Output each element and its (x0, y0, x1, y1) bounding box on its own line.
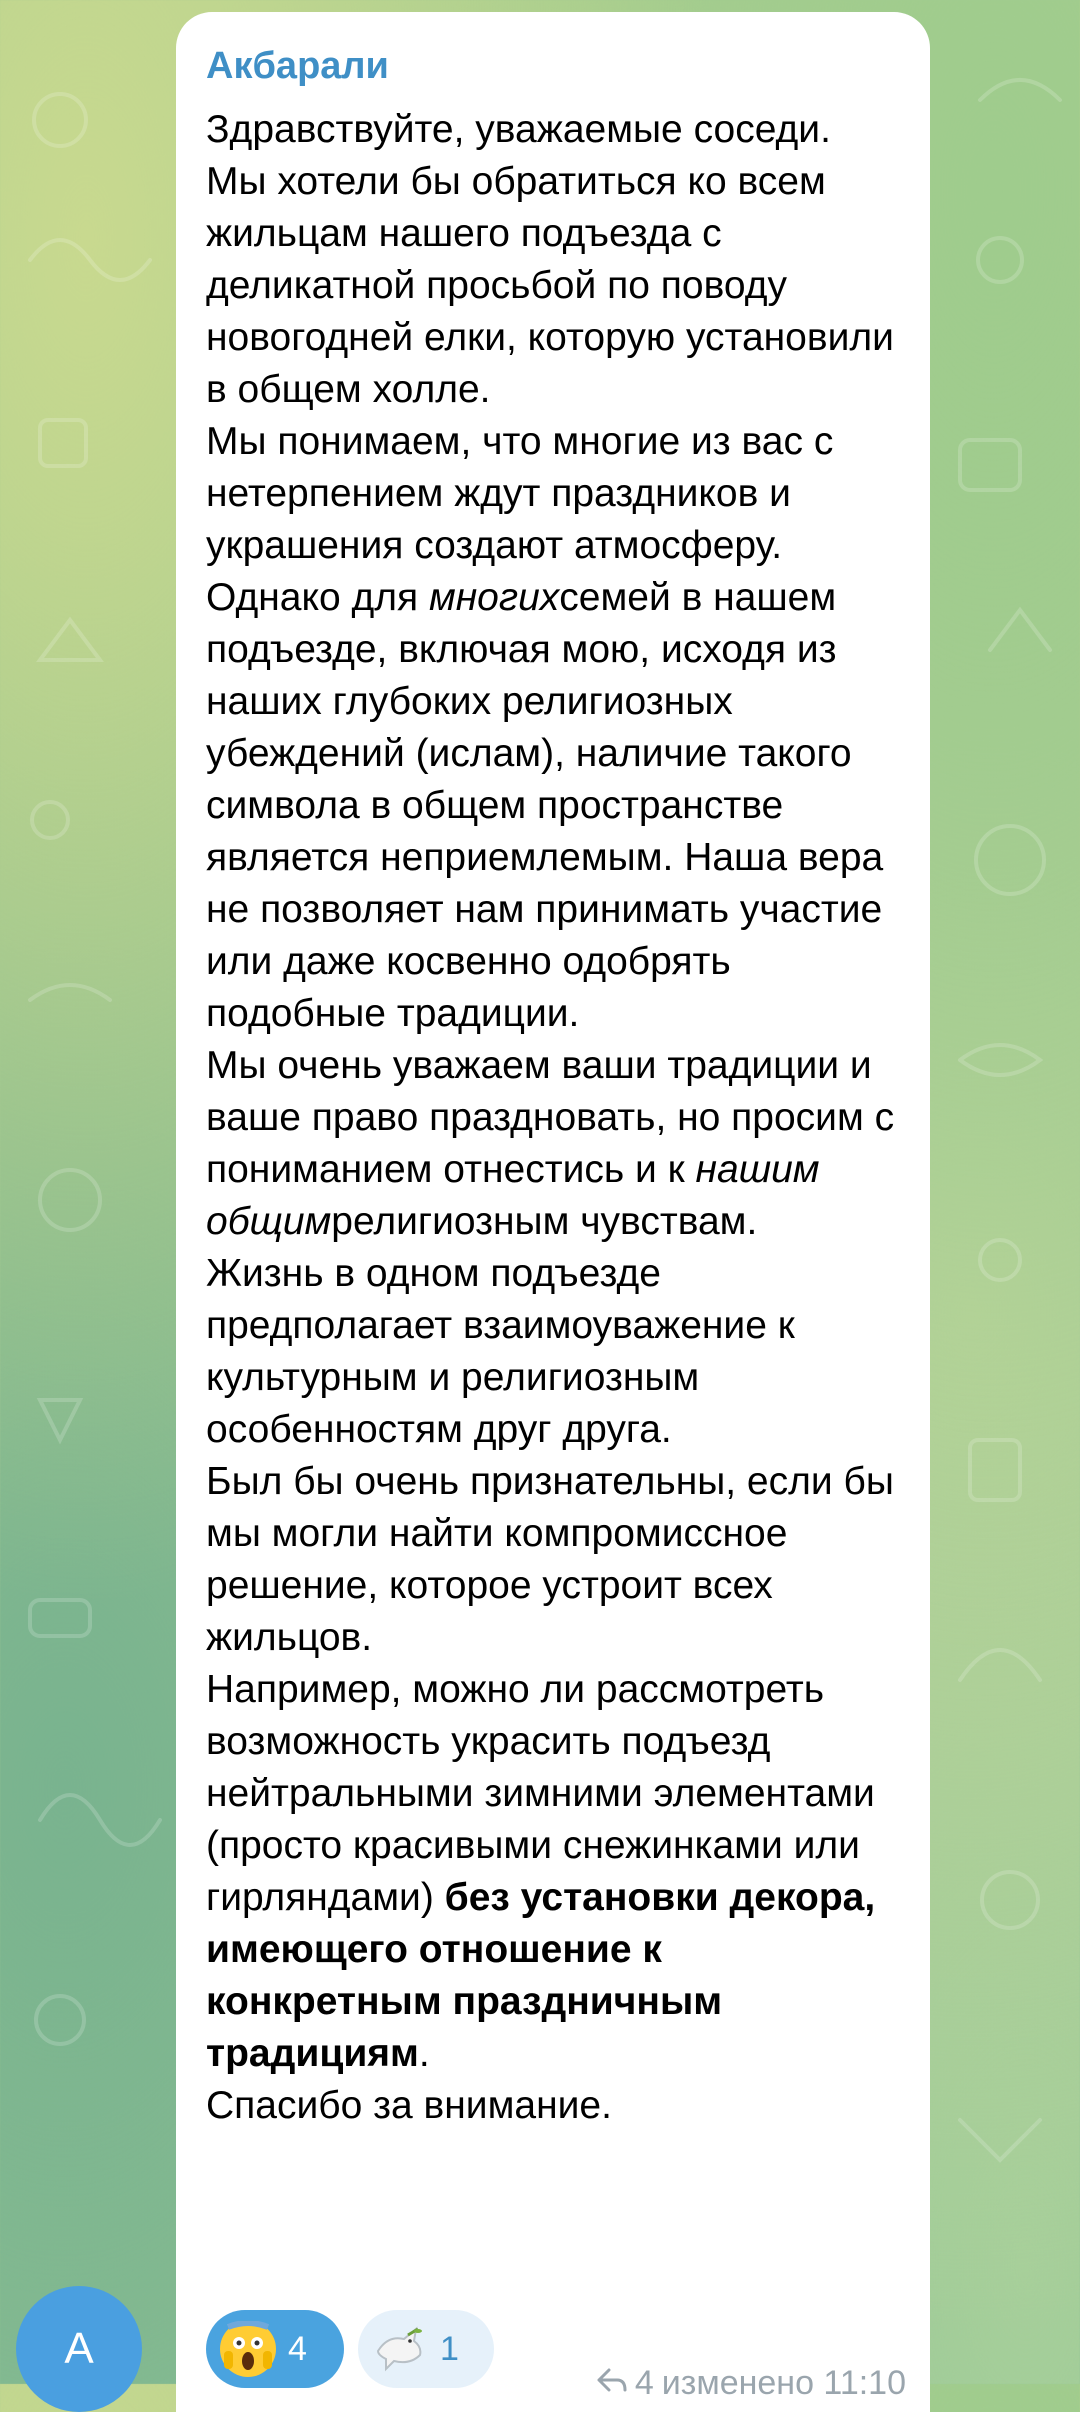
screaming-face-icon (220, 2321, 276, 2377)
message-paragraph: Мы хотели бы обратиться ко всем жильцам нашего подъезда с деликатной просьбой по поводу новогодней елки, которую установили в общем холле. (206, 159, 894, 411)
text-run: Однако для (206, 575, 429, 619)
message-paragraph: Был бы очень признательны, если бы мы могли найти компромиссное решение, которое устроит всех жильцов. (206, 1459, 894, 1659)
text-run: религиозным чувствам. (331, 1199, 758, 1243)
message-paragraph (206, 572, 900, 1040)
message-paragraph (206, 1040, 900, 1248)
sender-name[interactable]: Акбарали (206, 45, 389, 87)
reaction-dove[interactable] (358, 2310, 494, 2388)
italic-text: многих (428, 575, 560, 619)
message-bubble[interactable] (176, 12, 930, 2412)
reactions-row (206, 2310, 494, 2388)
reply-count: 4 (634, 2364, 654, 2402)
italic-text: нашим общим (206, 1147, 820, 1243)
reaction-count: 1 (440, 2329, 459, 2368)
sender-avatar[interactable] (16, 2286, 142, 2412)
message-paragraph: Спасибо за внимание. (206, 2083, 612, 2127)
message-paragraph (206, 1664, 900, 2080)
edited-time: изменено 11:10 (661, 2364, 906, 2402)
text-run: Мы очень уважаем ваши традиции и ваше право праздновать, но просим с пониманием отнестись и к (206, 1043, 895, 1191)
bold-text: без установки декора, имеющего отношение к конкретным праздничным традициям (206, 1875, 876, 2075)
message-paragraph: Жизнь в одном подъезде предполагает взаимоуважение к культурным и религиозным особенностям друг друга. (206, 1251, 795, 1451)
reaction-count: 4 (288, 2329, 307, 2368)
message-paragraph: Мы понимаем, что многие из вас с нетерпением ждут праздников и украшения создают атмосферу. (206, 419, 834, 567)
text-run: Например, можно ли рассмотреть возможность украсить подъезд нейтральными зимними элементами (просто красивыми снежинками или гирляндами) (206, 1667, 875, 1919)
avatar-initial: А (64, 2324, 94, 2373)
message-text (206, 104, 900, 2132)
text-run: семей в нашем подъезде, включая мою, исходя из наших глубоких религиозных убеждений (ислам), наличие такого символа в общем пространстве является неприемлемым. Наша вера не позволяет нам принимать участие или даже косвенно одобрять подобные традиции. (206, 575, 884, 1035)
dove-icon (372, 2321, 428, 2377)
text-run: . (418, 2031, 430, 2075)
message-paragraph: Здравствуйте, уважаемые соседи. (206, 107, 831, 151)
reaction-screaming-face[interactable] (206, 2310, 344, 2388)
